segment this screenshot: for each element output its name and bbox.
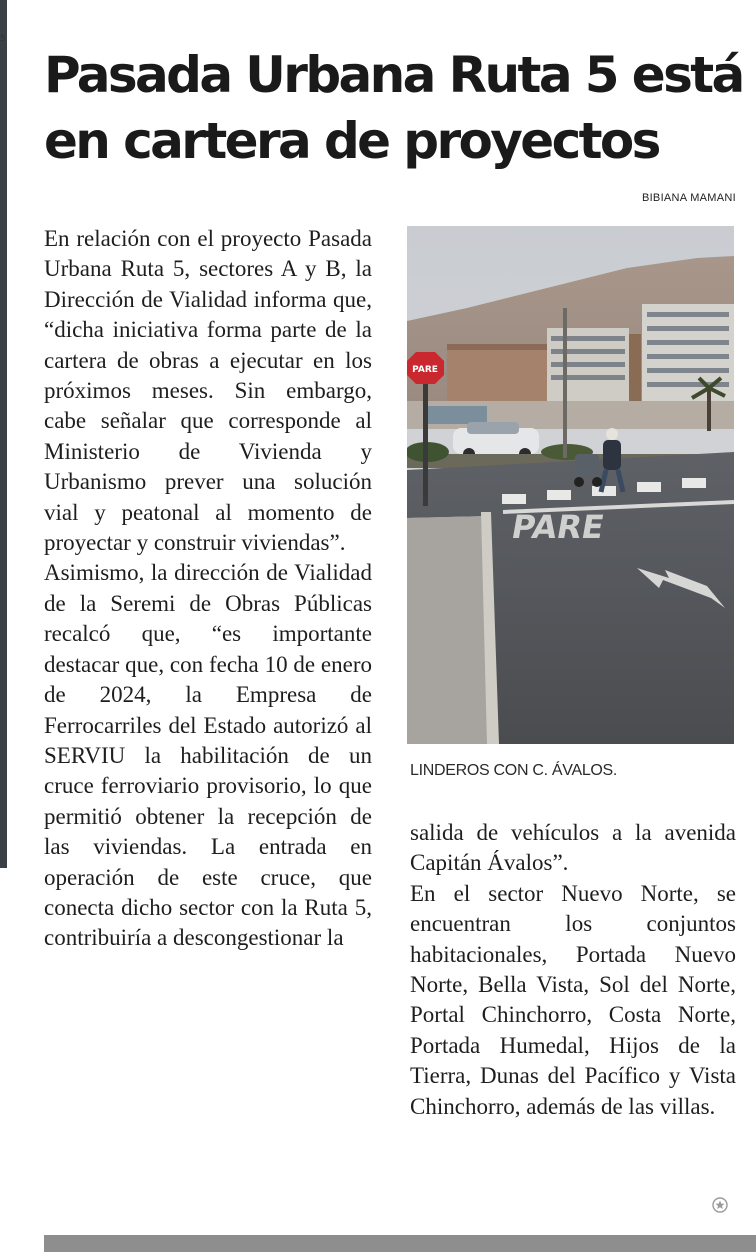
paragraph: En relación con el proyecto Pasada Urbana Ruta 5, sectores A y B, la Dirección de Vialidad informa que, “dicha iniciativa forma parte de la cartera de obras a ejecutar en los próximos meses. Sin embargo, cabe señalar que corresponde al Ministerio de Vivienda y Urbanismo prever una solución vial y peatonal al momento de proyectar y construir viviendas”.	[44, 226, 372, 556]
headline	[44, 42, 754, 174]
road-marking-text: PARE	[508, 508, 607, 546]
article-column-left	[44, 224, 372, 954]
adjacent-page-strip	[0, 0, 7, 868]
adjacent-page-fragment: 5	[0, 34, 6, 44]
stop-sign-text: PARE	[412, 365, 438, 375]
byline: BIBIANA MAMANI	[641, 192, 736, 204]
star-circle-icon	[712, 1197, 728, 1213]
headline-line-1: Pasada Urbana Ruta 5 está	[44, 46, 743, 104]
photo-caption: LINDEROS CON C. ÁVALOS.	[410, 762, 618, 779]
paragraph: Asimismo, la dirección de Vialidad de la Seremi de Obras Públicas recalcó que, “es importante destacar que, con fecha 10 de enero de 2024, la Empresa de Ferrocarriles del Estado autorizó al SERVIU la habilitación de un cruce ferroviario provisorio, lo que permitió obtener la recepción de las viviendas. La entrada en operación de este cruce, que conecta dicho sector con la Ruta 5, contribuiría a descongestionar la	[44, 560, 372, 951]
paragraph: En el sector Nuevo Norte, se encuentran los conjuntos habitacionales, Portada Nuevo Norte, Bella Vista, Sol del Norte, Portal Chinchorro, Costa Norte, Portada Humedal, Hijos de la Tierra, Dunas del Pacífico y Vista Chinchorro, además de las villas.	[410, 880, 736, 1119]
headline-line-2: en cartera de proyectos	[44, 112, 659, 170]
paragraph: salida de vehículos a la avenida Capitán Ávalos”.	[410, 820, 736, 876]
street-photo	[407, 226, 734, 744]
bottom-rule	[44, 1235, 756, 1252]
article-column-right	[410, 818, 736, 1122]
